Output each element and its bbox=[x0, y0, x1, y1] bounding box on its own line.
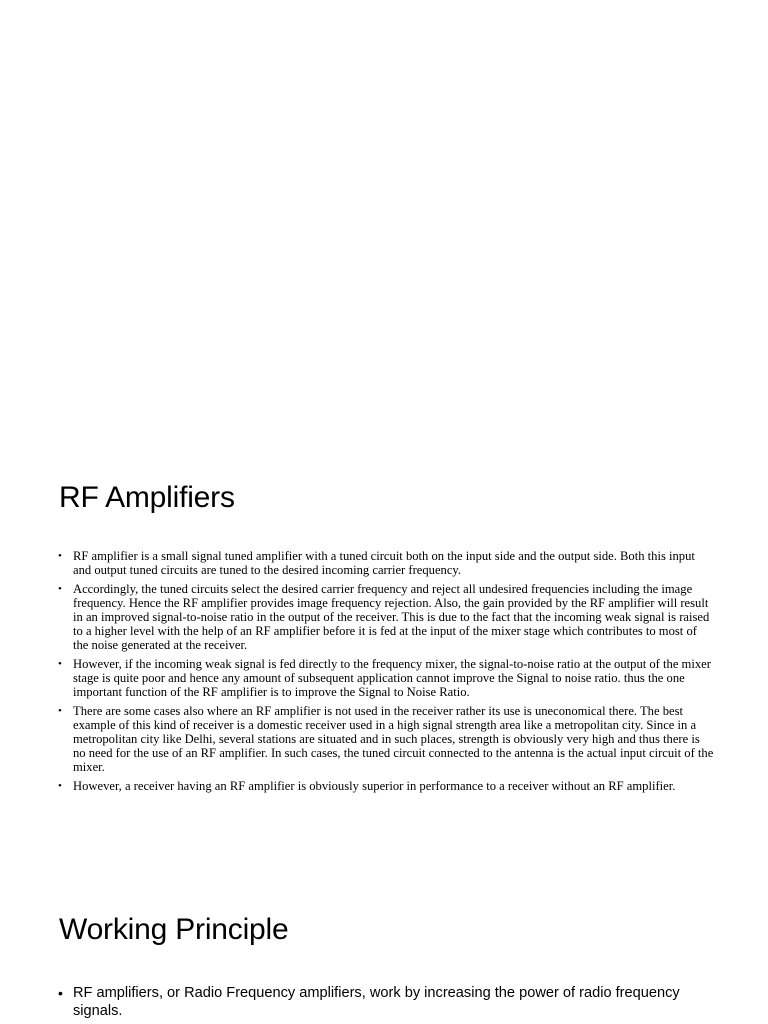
bullet-item bbox=[58, 549, 714, 577]
bullet-item bbox=[58, 779, 714, 793]
bullet-text: However, a receiver having an RF amplifier is obviously superior in performance to a receiver without an RF amplifier. bbox=[73, 779, 676, 793]
bullet-text: There are some cases also where an RF amplifier is not used in the receiver rather its use is uneconomical there. The best example of this kind of receiver is a domestic receiver used in a high signal strength area like a metropolitan city. Since in a metropolitan city like Delhi, several stations are situated and in such places, strength is obviously very high and thus there is no need for the use of an RF amplifier. In such cases, the tuned circuit connected to the antenna is the actual input circuit of the mixer. bbox=[73, 704, 714, 774]
bullet-marker: • bbox=[58, 550, 62, 562]
bullet-item bbox=[58, 704, 714, 774]
bullet-text: RF amplifier is a small signal tuned amplifier with a tuned circuit both on the input side and the output side. Both this input and output tuned circuits are tuned to the desired incoming carrier frequency. bbox=[73, 549, 695, 577]
bullet-item bbox=[58, 984, 718, 1020]
bullet-text: However, if the incoming weak signal is fed directly to the frequency mixer, the signal-to-noise ratio at the output of the mixer stage is quite poor and hence any amount of subsequent application cannot improve the Signal to noise ratio. thus the one important function of the RF amplifier is to improve the Signal to Noise Ratio. bbox=[73, 657, 711, 699]
bullet-marker: • bbox=[58, 583, 62, 595]
bullet-marker: • bbox=[58, 780, 62, 792]
working-principle-bullet-list bbox=[58, 984, 718, 1020]
bullet-marker: • bbox=[58, 705, 62, 717]
rf-amplifiers-bullet-list bbox=[58, 549, 714, 798]
bullet-text: Accordingly, the tuned circuits select the desired carrier frequency and reject all undesired frequencies including the image frequency. Hence the RF amplifier provides image frequency rejection. Also, the gain provided by the RF amplifier will result in an improved signal-to-noise ratio in the output of the receiver. This is due to the fact that the incoming weak signal is raised to a higher level with the help of an RF amplifier before it is fed at the input of the mixer stage which contributes to most of the noise generated at the receiver. bbox=[73, 582, 710, 652]
bullet-marker: • bbox=[58, 985, 63, 1001]
slide-title-rf-amplifiers: RF Amplifiers bbox=[59, 481, 235, 514]
slide-title-working-principle: Working Principle bbox=[59, 913, 289, 946]
bullet-item bbox=[58, 657, 714, 699]
bullet-marker: • bbox=[58, 658, 62, 670]
bullet-text: RF amplifiers, or Radio Frequency amplifiers, work by increasing the power of radio frequency signals. bbox=[73, 985, 680, 1019]
bullet-item bbox=[58, 582, 714, 652]
